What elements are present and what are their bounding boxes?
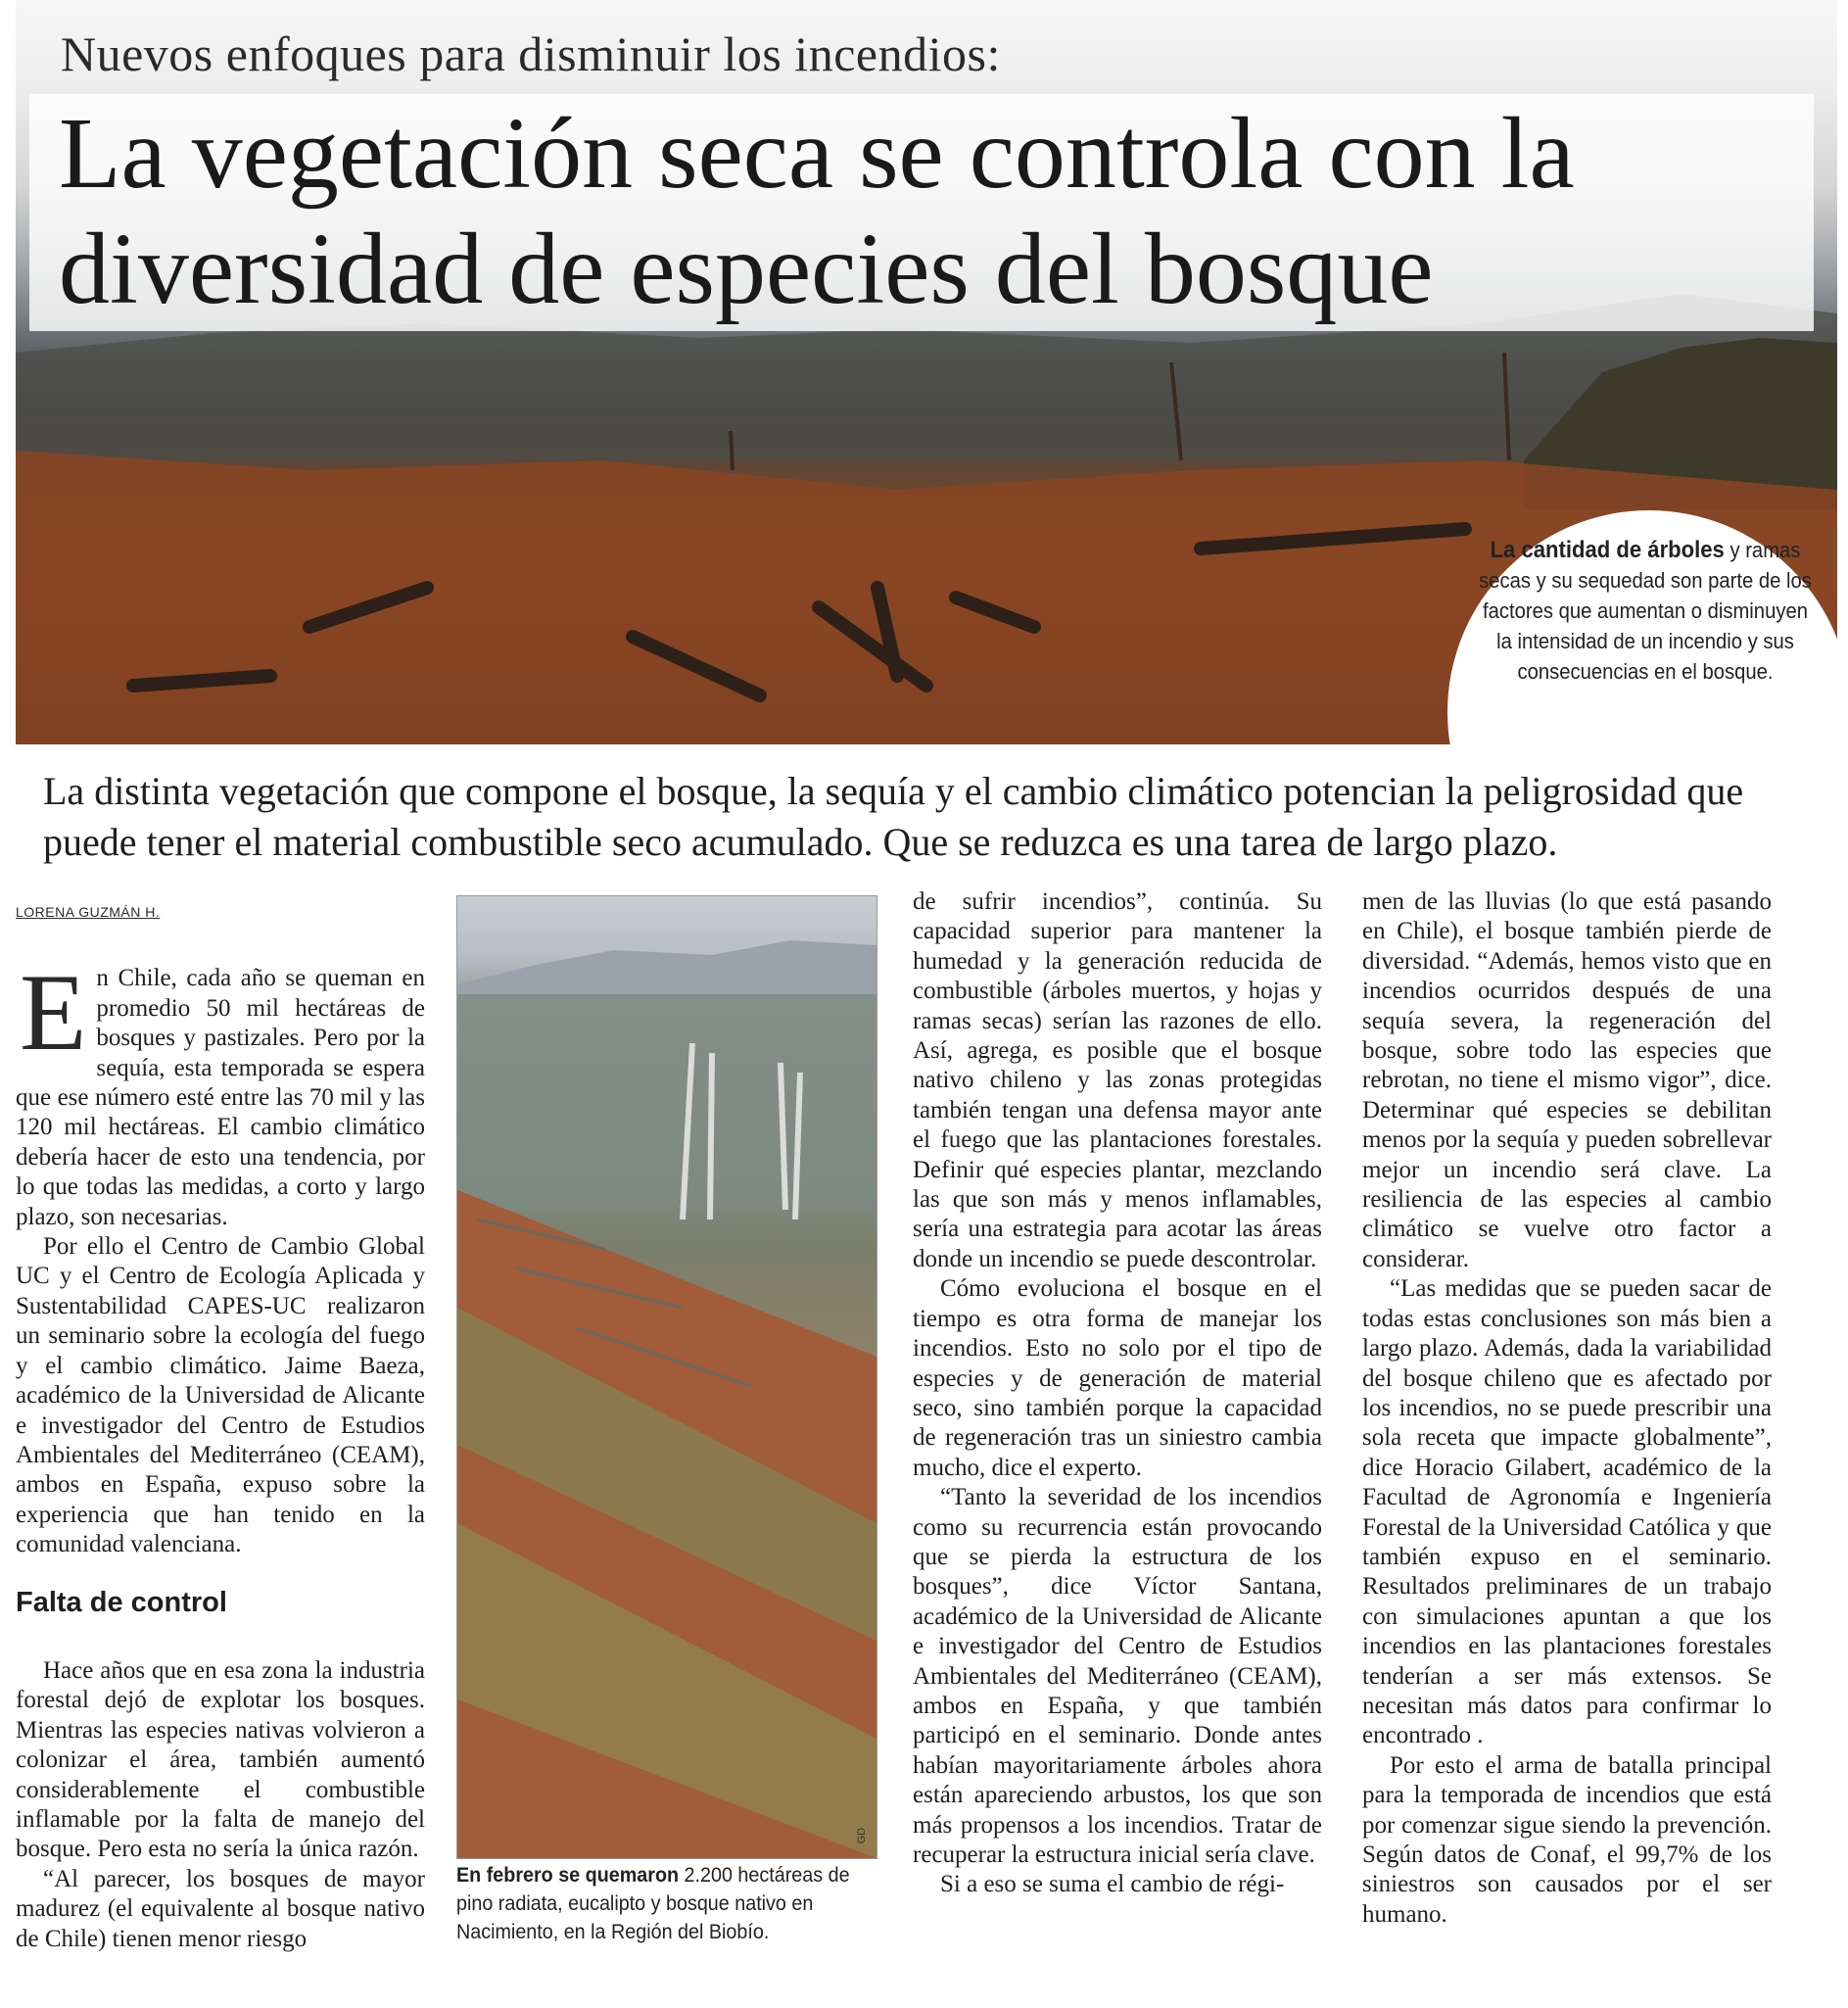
hillside-illustration (457, 896, 877, 1858)
subhead: Falta de control (16, 1586, 227, 1618)
paragraph: Por esto el arma de batalla principal para la temporada de incendios que está por comenzar sigue siendo la prevención. Según datos de Conaf, el 99,7% de los siniestros son causados por el ser humano. (1362, 1751, 1772, 1928)
paragraph (16, 952, 425, 1232)
hero-caption-rest: y ramas secas y su sequedad son parte de los factores que aumentan o disminuyen la intensidad de un incendio y sus consecuencias en el bosque. (1479, 538, 1812, 684)
paragraph: “Tanto la severidad de los incendios como su recurrencia están provocando que se pierda la estructura de los bosques”, dice Víctor Santana, académico de la Universidad de Alicante e investigador del Centro de Estudios Ambientales del Mediterráneo (CEAM), ambos en España, y que también participó en el seminario. Donde antes habían mayoritariamente árboles ahora están apareciendo arbustos, los que son más propensos a los incendios. Tratar de recuperar la estructura inicial sería clave. (913, 1484, 1322, 1868)
paragraph: de sufrir incendios”, continúa. Su capacidad superior para mantener la humedad y la generación reducida de combustible (árboles muertos, y hojas y ramas secas) serían las razones de ello. Así, agrega, es posible que el bosque nativo chileno y las zonas protegidas también tengan una defensa mayor ante el fuego que las plantaciones forestales. Definir qué especies plantar, mezclando las que son más y menos inflamables, sería una estrategia para acotar las áreas donde un incendio se puede descontrolar. (913, 888, 1322, 1272)
hillside-photo (456, 895, 877, 1859)
photo-caption-rest: 2.200 hectáreas de pino radiata, eucalipto y bosque nativo en Nacimiento, en la Región del Biobío. (456, 1864, 850, 1943)
photo-caption (456, 1861, 852, 1946)
byline: LORENA GUZMÁN H. (16, 904, 161, 920)
paragraph: “Las medidas que se pueden sacar de todas estas conclusiones son más bien a largo plazo. Además, dada la variabilidad del bosque chileno que es afectado por los incendios, no se puede prescribir una sola receta que impacte globalmente”, dice Horacio Gilabert, académico de la Facultad de Agronomía e Ingeniería Forestal de la Universidad Católica y que también expuso en el seminario. Resultados preliminares de un trabajo con simulaciones apuntan a que los incendios en las plantaciones forestales tenderían a ser más extensos. Se necesitan más datos para confirmar lo encontrado . (1362, 1275, 1772, 1749)
paragraph: “Al parecer, los bosques de mayor madurez (el equivalente al bosque nativo de Chile) tienen menor riesgo (16, 1865, 425, 1952)
hero-caption-bold: La cantidad de árboles (1490, 537, 1725, 563)
paragraph-text: n Chile, cada año se queman en promedio 50 mil hectáreas de bosques y pastizales. Pero por la sequía, esta temporada se espera que ese número esté entre las 70 mil y las 120 mil hectáreas. El cambio climático debería hacer de esto una tendencia, por lo que todas las medidas, a corto y largo plazo, son necesarias. (16, 965, 425, 1230)
paragraph: Hace años que en esa zona la industria forestal dejó de explotar los bosques. Mientras las especies nativas volvieron a colonizar el área, también aumentó considerablemente el combustible inflamable por la falta de manejo del bosque. Pero esta no sería la única razón. (16, 1656, 425, 1863)
article-column-1 (16, 889, 425, 1954)
hero-caption (1479, 535, 1812, 687)
headline: La vegetación seca se controla con la diversidad de especies del bosque (59, 97, 1575, 325)
drop-cap: E (20, 952, 87, 1075)
photo-caption-bold: En febrero se quemaron (456, 1864, 680, 1887)
paragraph: Si a eso se suma el cambio de régi- (940, 1871, 1285, 1898)
article-column-3 (913, 887, 1322, 1900)
deck: La distinta vegetación que compone el bosque, la sequía y el cambio climático potencian la peligrosidad que puede tener el material combustible seco acumulado. Que se reduzca es una tarea de largo plazo. (43, 769, 1744, 864)
paragraph: Cómo evoluciona el bosque en el tiempo es otra forma de manejar los incendios. Esto no solo por el tipo de especies y de generación de material seco, sino también porque la capacidad de regeneración tras un siniestro cambia mucho, dice el experto. (913, 1275, 1322, 1481)
paragraph: men de las lluvias (lo que está pasando en Chile), el bosque también pierde de diversidad. “Además, hemos visto que en incendios ocurridos después de una sequía severa, la regeneración del bosque, sobre todo las especies que rebrotan, no tiene el mismo vigor”, dice. Determinar qué especies se debilitan menos por la sequía y pueden sobrellevar mejor un incendio será clave. La resiliencia de las especies al cambio climático se vuelve otro factor a considerar. (1362, 888, 1772, 1272)
paragraph: Por ello el Centro de Cambio Global UC y el Centro de Ecología Aplicada y Sustentabilidad CAPES-UC realizaron un seminario sobre la ecología del fuego y el cambio climático. Jaime Baeza, académico de la Universidad de Alicante e investigador del Centro de Estudios Ambientales del Mediterráneo (CEAM), ambos en España, expuso sobre la experiencia que han tenido en la comunidad valenciana. (16, 1233, 425, 1558)
article-column-4 (1362, 887, 1772, 1930)
photo-credit: GD (856, 1827, 868, 1844)
kicker: Nuevos enfoques para disminuir los incendios: (61, 26, 1001, 81)
